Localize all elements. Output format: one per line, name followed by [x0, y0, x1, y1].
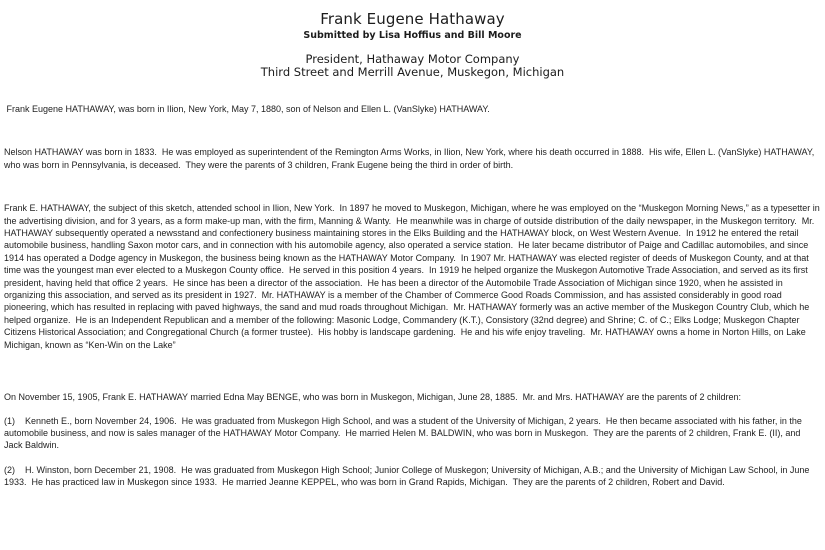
paragraph-birth: Frank Eugene HATHAWAY, was born in Ilion, New York, May 7, 1880, son of Nelson and Ellen L. (VanSlyke) HATHAWAY.: [4, 104, 490, 114]
address-line: Third Street and Merrill Avenue, Muskegon, Michigan: [260, 65, 565, 79]
document-body: [4, 103, 821, 489]
paragraph-child-1: (1) Kenneth E., born November 24, 1906. He was graduated from Muskegon High School, and was a student of the University of Michigan, 2 years. He then became associated with his father, in the automobile business, and now is sales manager of the HATHAWAY Motor Company. He married Helen M. BALDWIN, who was born in Muskegon. They are the parents of 2 children, Frank E. (II), and Jack Baldwin.: [4, 415, 805, 451]
position-line: President, Hathaway Motor Company: [305, 52, 520, 66]
paragraph-child-2: (2) H. Winston, born December 21, 1908. He was graduated from Muskegon High School; Junior College of Muskegon; University of Michigan, A.B.; and the University of Michigan Law School, in June 1933. He has practiced law in Muskegon since 1933. He married Jeanne KEPPEL, who was born in Grand Rapids, Michigan. They are the parents of 2 children, Robert and David.: [4, 464, 812, 488]
page-title: Frank Eugene Hathaway: [320, 10, 505, 28]
paragraph-parents: Nelson HATHAWAY was born in 1833. He was employed as superintendent of the Remington Arms Works, in Ilion, New York, where his death occurred in 1888. His wife, Ellen L. (VanSlyke) HATHAWAY, who was born in Pennsylvania, is deceased. They were the parents of 3 children, Frank Eugene being the third in order of birth.: [4, 147, 817, 170]
document-header: [4, 10, 821, 79]
paragraph-marriage: On November 15, 1905, Frank E. HATHAWAY married Edna May BENGE, who was born in Muskegon, Michigan, June 28, 1885. Mr. and Mrs. HATHAWAY are the parents of 2 children:: [4, 392, 741, 403]
submitted-by-line: Submitted by Lisa Hoffius and Bill Moore: [303, 30, 522, 41]
document-page: [0, 10, 825, 550]
paragraph-biography: Frank E. HATHAWAY, the subject of this sketch, attended school in Ilion, New York. In 1897 he moved to Muskegon, Michigan, where he was employed on the “Muskegon Morning News,” as a typesetter in the advertising division, and for 3 years, as a form make-up man, with the firm, Manning & Wanty. He meanwhile was in charge of outside distribution of the daily newspaper, in the Muskegon territory. Mr. HATHAWAY subsequently operated a newsstand and confectionery business maintaining stores in the Elks Building and the HATHAWAY block, on West Western Avenue. In 1912 he entered the retail automobile business, handling Saxon motor cars, and in connection with his automobile agency, also operated a service station. He later became distributor of Paige and Cadillac automobiles, and since 1914 has operated a Dodge agency in Muskegon, the business being known as the HATHAWAY Motor Company. In 1907 Mr. HATHAWAY was elected register of deeds of Muskegon County, and at that time was the youngest man ever elected to a Muskegon County office. He served in this position 4 years. In 1919 he helped organize the Muskegon Automotive Trade Association, and served as its first president, having held that office 2 years. He since has been a director of the association. He has been a director of the Automobile Trade Association of Michigan since 1920, when he assisted in organizing this association, and served as its president in 1927. Mr. HATHAWAY is a member of the Chamber of Commerce Good Roads Commission, and has assisted considerably in good road pioneering, which has resulted in replacing with paved highways, the sand and mud roads throughout Michigan. Mr. HATHAWAY formerly was an active member of the Muskegon Country Club, which he helped organize. He is an Independent Republican and a member of the following: Masonic Lodge, Commandery (K.T.), Consistory (32nd degree) and Shrine; C. of C.; Elks Lodge; Muskegon Chapter Citizens Historical Association; and Congregational Church (a former trustee). His hobby is landscape gardening. He and his wife enjoy traveling. Mr. HATHAWAY owns a home in Norton Hills, on Lake Michigan, known as “Ken-Win on the Lake”: [4, 203, 823, 350]
